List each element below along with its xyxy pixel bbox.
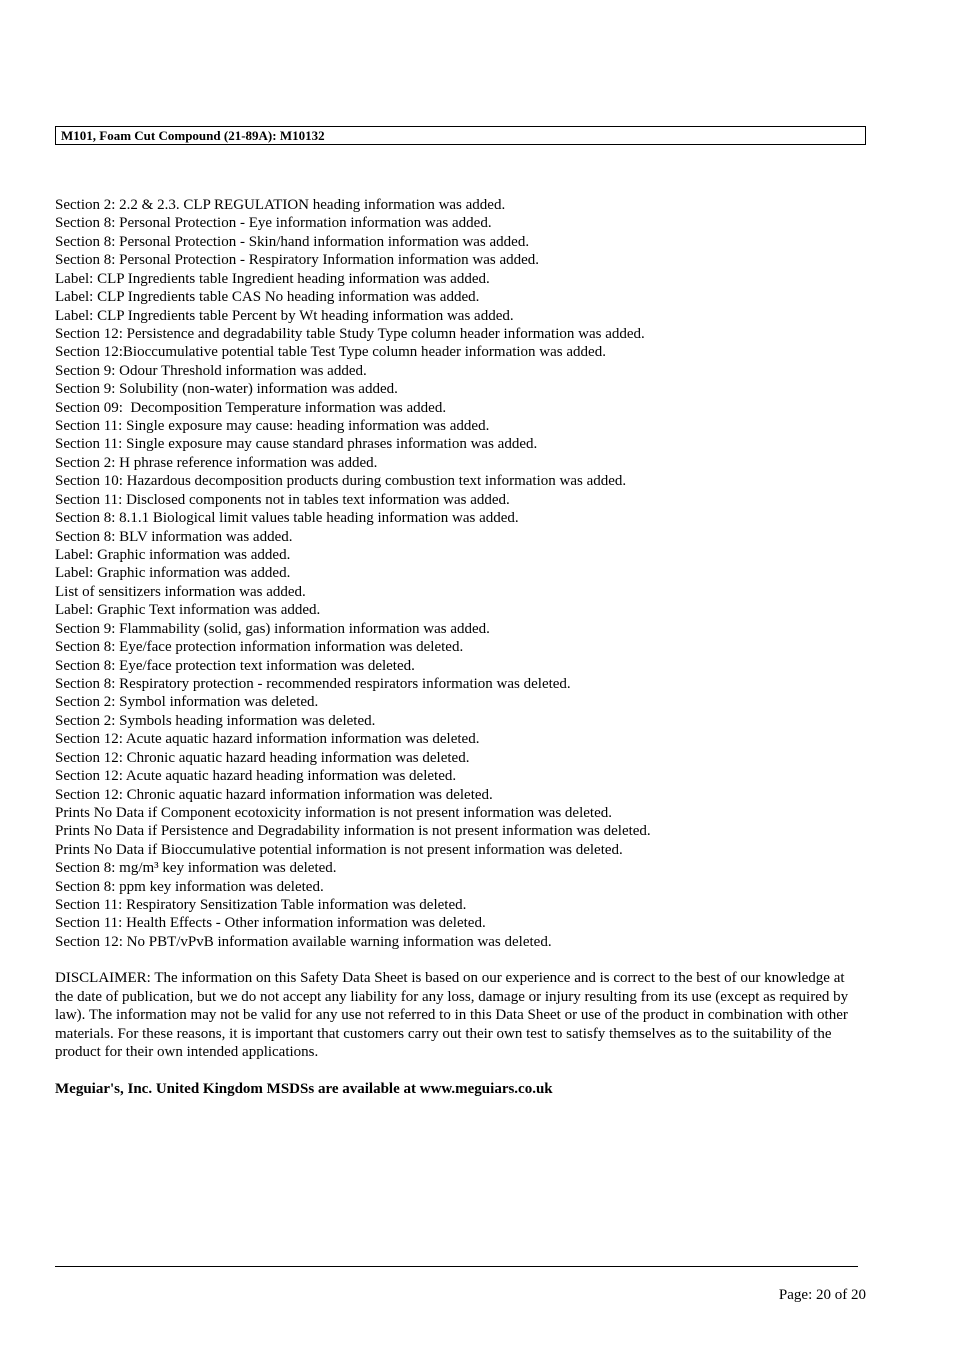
revision-item: Section 2: H phrase reference information was added. [55, 454, 378, 471]
revision-item: Label: Graphic information was added. [55, 547, 291, 564]
revision-item: Label: CLP Ingredients table Ingredient heading information was added. [55, 270, 490, 287]
revision-item: Section 8: ppm key information was deleted. [55, 878, 324, 895]
revision-item: Section 8: 8.1.1 Biological limit values table heading information was added. [55, 510, 519, 527]
revision-list [55, 196, 651, 951]
revision-item: Section 12: Chronic aquatic hazard heading information was deleted. [55, 749, 470, 766]
revision-item: Prints No Data if Component ecotoxicity information is not present information was deleted. [55, 804, 612, 821]
revision-item: Prints No Data if Persistence and Degradability information is not present information was deleted. [55, 823, 651, 840]
msds-availability-note: Meguiar's, Inc. United Kingdom MSDSs are available at www.meguiars.co.uk [55, 1081, 553, 1097]
revision-item: Section 11: Respiratory Sensitization Table information was deleted. [55, 897, 467, 914]
revision-item: Section 2: Symbols heading information was deleted. [55, 712, 376, 729]
revision-item: Section 9: Solubility (non-water) information was added. [55, 381, 398, 398]
revision-item: Section 9: Flammability (solid, gas) information information was added. [55, 620, 490, 637]
revision-item: Section 8: BLV information was added. [55, 528, 293, 545]
revision-item: Section 8: Personal Protection - Skin/hand information information was added. [55, 233, 530, 250]
revision-item: Prints No Data if Bioccumulative potential information is not present information was deleted. [55, 841, 623, 858]
footer-divider [55, 1266, 858, 1267]
revision-item: List of sensitizers information was added. [55, 583, 306, 600]
disclaimer-text: DISCLAIMER: The information on this Safety Data Sheet is based on our experience and is correct to the best of our knowledge at the date of publication, but we do not accept any liability for any loss, damage or injury resulting from its use (except as required by law). The information may not be valid for any use not referred to in this Data Sheet or use of the product in combination with other materials. For these reasons, it is important that customers carry out their own test to satisfy themselves as to the suitability of the product for their own intended applications. [55, 970, 849, 1061]
revision-item: Section 2: Symbol information was deleted. [55, 694, 319, 711]
revision-item: Section 11: Single exposure may cause standard phrases information was added. [55, 436, 538, 453]
revision-item: Section 9: Odour Threshold information was added. [55, 362, 367, 379]
revision-item: Section 11: Health Effects - Other information information was deleted. [55, 915, 486, 932]
revision-item: Label: CLP Ingredients table CAS No heading information was added. [55, 289, 480, 306]
revision-item: Section 12: Acute aquatic hazard heading information was deleted. [55, 768, 457, 785]
revision-item: Section 8: Personal Protection - Eye information information was added. [55, 215, 492, 232]
revision-item: Section 12: Acute aquatic hazard information information was deleted. [55, 731, 480, 748]
document-header [55, 126, 866, 145]
revision-item: Section 12:Bioccumulative potential table Test Type column header information was added. [55, 344, 606, 361]
revision-item: Section 2: 2.2 & 2.3. CLP REGULATION heading information was added. [55, 197, 506, 213]
revision-item: Label: Graphic information was added. [55, 565, 291, 582]
revision-item: Section 09: Decomposition Temperature information was added. [55, 399, 447, 416]
revision-item: Section 12: No PBT/vPvB information available warning information was deleted. [55, 933, 552, 950]
revision-item: Section 12: Persistence and degradability table Study Type column header information was added. [55, 325, 645, 342]
revision-item: Section 11: Single exposure may cause: heading information was added. [55, 418, 490, 435]
revision-item: Section 8: Eye/face protection text information was deleted. [55, 657, 415, 674]
revision-item: Section 8: mg/m³ key information was deleted. [55, 860, 337, 877]
revision-item: Label: Graphic Text information was added. [55, 602, 321, 619]
revision-item: Section 8: Personal Protection - Respiratory Information information was added. [55, 252, 540, 269]
document-title: M101, Foam Cut Compound (21-89A): M10132 [61, 128, 325, 143]
revision-item: Label: CLP Ingredients table Percent by Wt heading information was added. [55, 307, 514, 324]
revision-item: Section 10: Hazardous decomposition products during combustion text information was added. [55, 473, 627, 490]
page-number: Page: 20 of 20 [778, 1287, 866, 1303]
revision-item: Section 12: Chronic aquatic hazard information information was deleted. [55, 786, 493, 803]
revision-item: Section 8: Respiratory protection - recommended respirators information was deleted. [55, 675, 571, 692]
revision-item: Section 8: Eye/face protection information information was deleted. [55, 639, 464, 656]
revision-item: Section 11: Disclosed components not in tables text information was added. [55, 491, 510, 508]
